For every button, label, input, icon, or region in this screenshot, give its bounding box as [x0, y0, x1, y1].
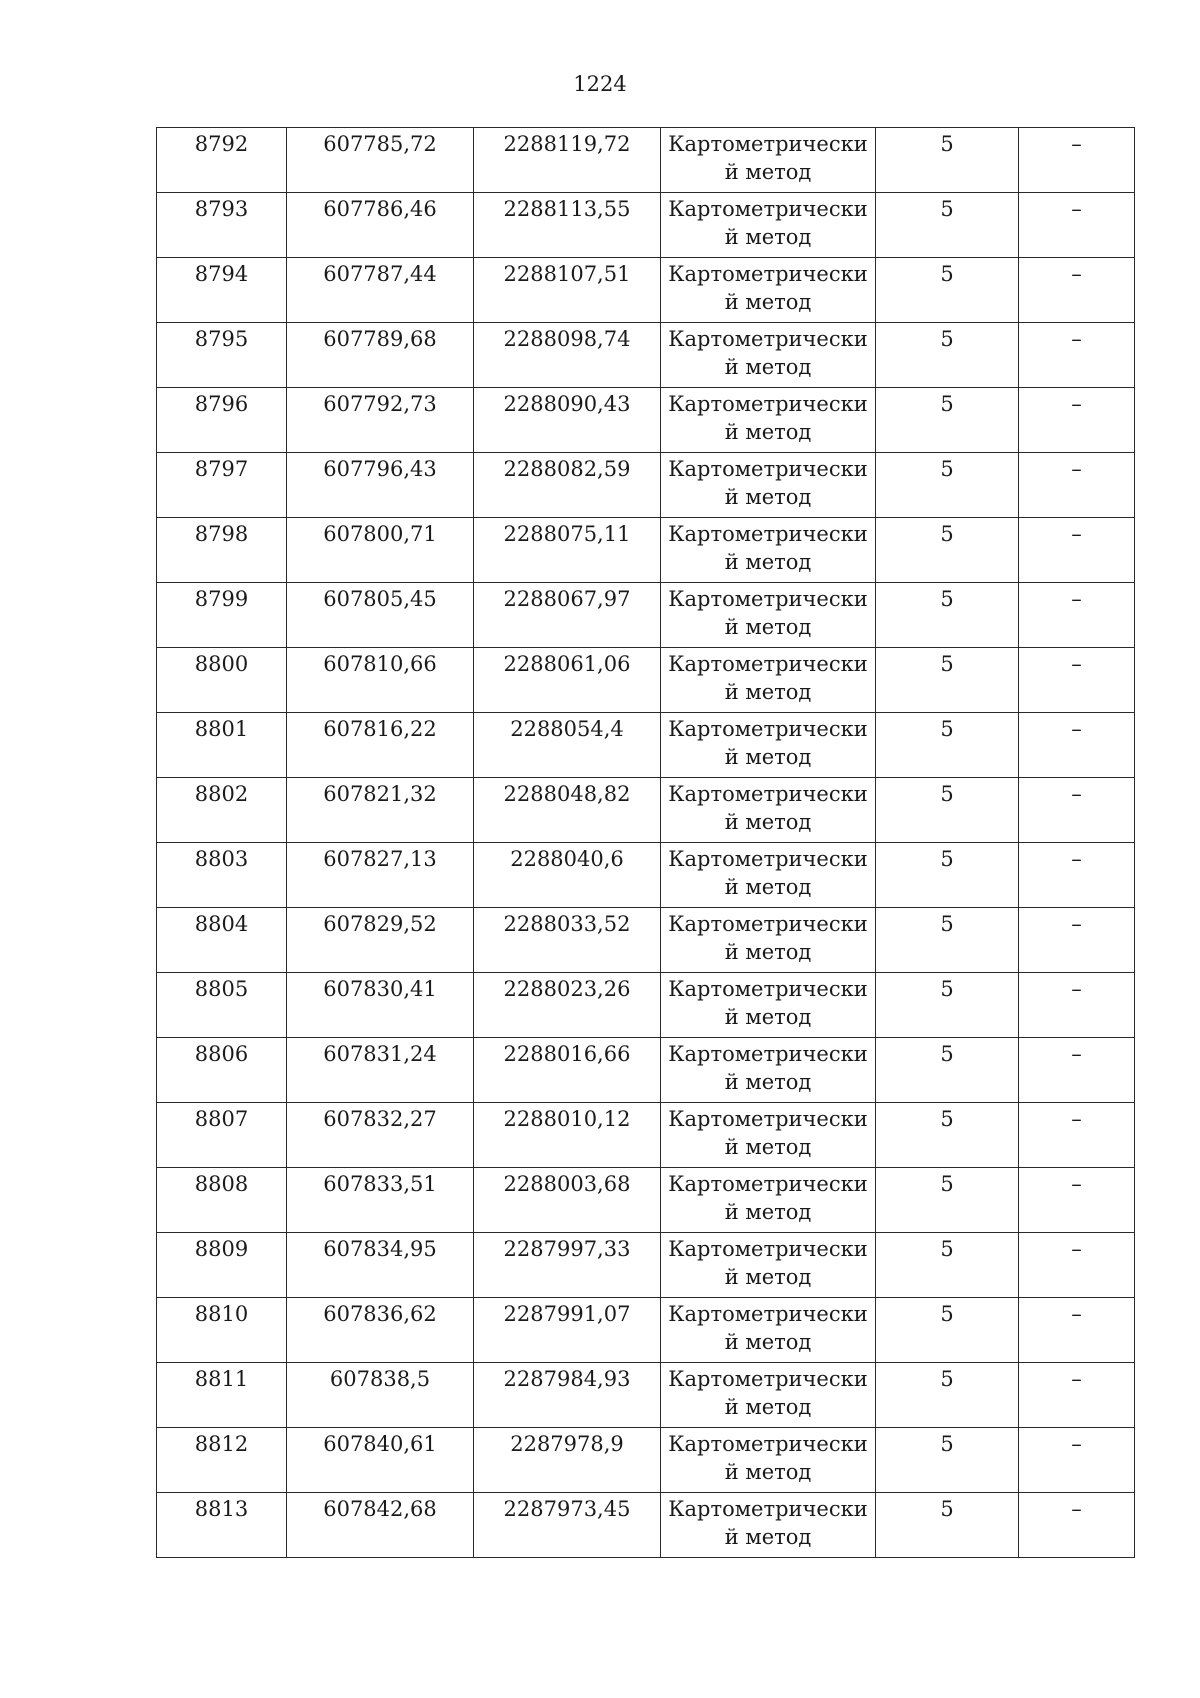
point-number-cell: 8807 [157, 1103, 287, 1168]
method-cell: Картометрически й метод [661, 648, 876, 713]
x-coordinate-cell: 607829,52 [287, 908, 474, 973]
description-cell: – [1019, 1168, 1135, 1233]
method-cell: Картометрически й метод [661, 908, 876, 973]
accuracy-cell: 5 [876, 1493, 1019, 1558]
x-coordinate-cell: 607796,43 [287, 453, 474, 518]
table-row [157, 518, 1135, 583]
description-cell: – [1019, 908, 1135, 973]
description-cell: – [1019, 1298, 1135, 1363]
table-row [157, 1298, 1135, 1363]
y-coordinate-cell: 2288098,74 [474, 323, 661, 388]
y-coordinate-cell: 2288119,72 [474, 128, 661, 193]
point-number-cell: 8799 [157, 583, 287, 648]
table-row [157, 1233, 1135, 1298]
x-coordinate-cell: 607787,44 [287, 258, 474, 323]
y-coordinate-cell: 2288113,55 [474, 193, 661, 258]
x-coordinate-cell: 607800,71 [287, 518, 474, 583]
y-coordinate-cell: 2288048,82 [474, 778, 661, 843]
x-coordinate-cell: 607810,66 [287, 648, 474, 713]
point-number-cell: 8797 [157, 453, 287, 518]
accuracy-cell: 5 [876, 778, 1019, 843]
point-number-cell: 8809 [157, 1233, 287, 1298]
description-cell: – [1019, 518, 1135, 583]
description-cell: – [1019, 648, 1135, 713]
accuracy-cell: 5 [876, 128, 1019, 193]
accuracy-cell: 5 [876, 323, 1019, 388]
y-coordinate-cell: 2288082,59 [474, 453, 661, 518]
y-coordinate-cell: 2288090,43 [474, 388, 661, 453]
table-row [157, 193, 1135, 258]
accuracy-cell: 5 [876, 908, 1019, 973]
table-row [157, 1103, 1135, 1168]
point-number-cell: 8792 [157, 128, 287, 193]
method-cell: Картометрически й метод [661, 1038, 876, 1103]
x-coordinate-cell: 607786,46 [287, 193, 474, 258]
table-row [157, 1168, 1135, 1233]
method-cell: Картометрически й метод [661, 1298, 876, 1363]
y-coordinate-cell: 2288023,26 [474, 973, 661, 1038]
method-cell: Картометрически й метод [661, 323, 876, 388]
x-coordinate-cell: 607805,45 [287, 583, 474, 648]
x-coordinate-cell: 607821,32 [287, 778, 474, 843]
accuracy-cell: 5 [876, 1298, 1019, 1363]
coordinates-table-body [157, 128, 1135, 1558]
method-cell: Картометрически й метод [661, 778, 876, 843]
accuracy-cell: 5 [876, 1168, 1019, 1233]
point-number-cell: 8798 [157, 518, 287, 583]
point-number-cell: 8801 [157, 713, 287, 778]
table-row [157, 1493, 1135, 1558]
table-row [157, 908, 1135, 973]
method-cell: Картометрически й метод [661, 518, 876, 583]
x-coordinate-cell: 607834,95 [287, 1233, 474, 1298]
point-number-cell: 8806 [157, 1038, 287, 1103]
table-row [157, 843, 1135, 908]
description-cell: – [1019, 1038, 1135, 1103]
y-coordinate-cell: 2287991,07 [474, 1298, 661, 1363]
description-cell: – [1019, 323, 1135, 388]
method-cell: Картометрически й метод [661, 453, 876, 518]
description-cell: – [1019, 1103, 1135, 1168]
description-cell: – [1019, 583, 1135, 648]
point-number-cell: 8808 [157, 1168, 287, 1233]
method-cell: Картометрически й метод [661, 713, 876, 778]
accuracy-cell: 5 [876, 518, 1019, 583]
point-number-cell: 8793 [157, 193, 287, 258]
method-cell: Картометрически й метод [661, 583, 876, 648]
accuracy-cell: 5 [876, 1363, 1019, 1428]
description-cell: – [1019, 1363, 1135, 1428]
description-cell: – [1019, 388, 1135, 453]
accuracy-cell: 5 [876, 1428, 1019, 1493]
x-coordinate-cell: 607831,24 [287, 1038, 474, 1103]
x-coordinate-cell: 607838,5 [287, 1363, 474, 1428]
table-row [157, 973, 1135, 1038]
accuracy-cell: 5 [876, 1038, 1019, 1103]
page-number: 1224 [573, 72, 627, 96]
table-row [157, 1428, 1135, 1493]
description-cell: – [1019, 128, 1135, 193]
method-cell: Картометрически й метод [661, 1168, 876, 1233]
accuracy-cell: 5 [876, 453, 1019, 518]
accuracy-cell: 5 [876, 388, 1019, 453]
y-coordinate-cell: 2288033,52 [474, 908, 661, 973]
y-coordinate-cell: 2287984,93 [474, 1363, 661, 1428]
description-cell: – [1019, 193, 1135, 258]
x-coordinate-cell: 607785,72 [287, 128, 474, 193]
description-cell: – [1019, 1428, 1135, 1493]
y-coordinate-cell: 2287973,45 [474, 1493, 661, 1558]
x-coordinate-cell: 607827,13 [287, 843, 474, 908]
y-coordinate-cell: 2287978,9 [474, 1428, 661, 1493]
table-row [157, 1363, 1135, 1428]
accuracy-cell: 5 [876, 1233, 1019, 1298]
y-coordinate-cell: 2287997,33 [474, 1233, 661, 1298]
point-number-cell: 8803 [157, 843, 287, 908]
y-coordinate-cell: 2288003,68 [474, 1168, 661, 1233]
table-row [157, 453, 1135, 518]
accuracy-cell: 5 [876, 713, 1019, 778]
table-row [157, 778, 1135, 843]
accuracy-cell: 5 [876, 583, 1019, 648]
x-coordinate-cell: 607833,51 [287, 1168, 474, 1233]
x-coordinate-cell: 607816,22 [287, 713, 474, 778]
y-coordinate-cell: 2288010,12 [474, 1103, 661, 1168]
x-coordinate-cell: 607832,27 [287, 1103, 474, 1168]
point-number-cell: 8796 [157, 388, 287, 453]
method-cell: Картометрически й метод [661, 1428, 876, 1493]
point-number-cell: 8795 [157, 323, 287, 388]
table-row [157, 128, 1135, 193]
y-coordinate-cell: 2288075,11 [474, 518, 661, 583]
x-coordinate-cell: 607836,62 [287, 1298, 474, 1363]
y-coordinate-cell: 2288016,66 [474, 1038, 661, 1103]
accuracy-cell: 5 [876, 843, 1019, 908]
x-coordinate-cell: 607792,73 [287, 388, 474, 453]
description-cell: – [1019, 973, 1135, 1038]
point-number-cell: 8802 [157, 778, 287, 843]
description-cell: – [1019, 258, 1135, 323]
method-cell: Картометрически й метод [661, 1363, 876, 1428]
x-coordinate-cell: 607840,61 [287, 1428, 474, 1493]
description-cell: – [1019, 453, 1135, 518]
table-row [157, 648, 1135, 713]
description-cell: – [1019, 713, 1135, 778]
method-cell: Картометрически й метод [661, 973, 876, 1038]
x-coordinate-cell: 607830,41 [287, 973, 474, 1038]
y-coordinate-cell: 2288040,6 [474, 843, 661, 908]
method-cell: Картометрически й метод [661, 1493, 876, 1558]
method-cell: Картометрически й метод [661, 1233, 876, 1298]
method-cell: Картометрически й метод [661, 388, 876, 453]
description-cell: – [1019, 843, 1135, 908]
table-row [157, 713, 1135, 778]
y-coordinate-cell: 2288054,4 [474, 713, 661, 778]
method-cell: Картометрически й метод [661, 128, 876, 193]
table-row [157, 388, 1135, 453]
point-number-cell: 8805 [157, 973, 287, 1038]
method-cell: Картометрически й метод [661, 193, 876, 258]
point-number-cell: 8811 [157, 1363, 287, 1428]
table-row [157, 258, 1135, 323]
description-cell: – [1019, 1233, 1135, 1298]
table-row [157, 583, 1135, 648]
accuracy-cell: 5 [876, 193, 1019, 258]
method-cell: Картометрически й метод [661, 1103, 876, 1168]
table-row [157, 323, 1135, 388]
point-number-cell: 8813 [157, 1493, 287, 1558]
accuracy-cell: 5 [876, 973, 1019, 1038]
accuracy-cell: 5 [876, 1103, 1019, 1168]
point-number-cell: 8800 [157, 648, 287, 713]
x-coordinate-cell: 607842,68 [287, 1493, 474, 1558]
method-cell: Картометрически й метод [661, 258, 876, 323]
x-coordinate-cell: 607789,68 [287, 323, 474, 388]
method-cell: Картометрически й метод [661, 843, 876, 908]
coordinates-table [156, 127, 1135, 1558]
point-number-cell: 8794 [157, 258, 287, 323]
y-coordinate-cell: 2288061,06 [474, 648, 661, 713]
accuracy-cell: 5 [876, 258, 1019, 323]
point-number-cell: 8810 [157, 1298, 287, 1363]
point-number-cell: 8804 [157, 908, 287, 973]
point-number-cell: 8812 [157, 1428, 287, 1493]
accuracy-cell: 5 [876, 648, 1019, 713]
description-cell: – [1019, 778, 1135, 843]
description-cell: – [1019, 1493, 1135, 1558]
table-row [157, 1038, 1135, 1103]
y-coordinate-cell: 2288067,97 [474, 583, 661, 648]
y-coordinate-cell: 2288107,51 [474, 258, 661, 323]
